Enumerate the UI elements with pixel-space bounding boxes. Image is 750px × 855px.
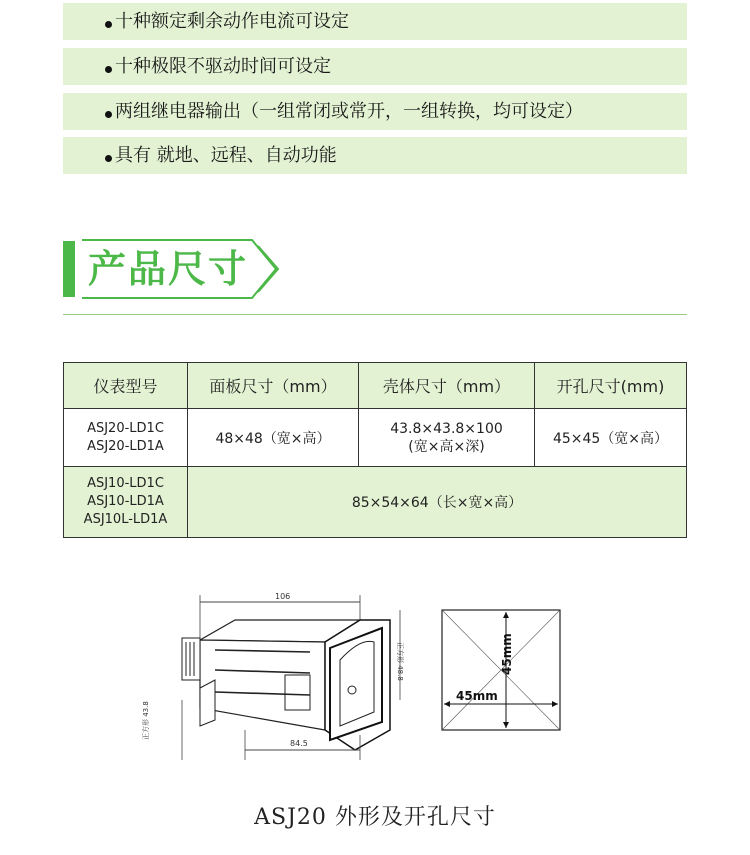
- panel-size-cell: 48×48（宽×高）: [188, 409, 359, 467]
- model-cell: [64, 467, 188, 538]
- table-header-cell: 壳体尺寸（mm）: [359, 363, 535, 409]
- outline-drawing: [142, 580, 580, 780]
- model-name: ASJ10-LD1A: [87, 494, 164, 509]
- cutout-horizontal-label: 45mm: [456, 689, 498, 703]
- table-header-cell: 仪表型号: [64, 363, 188, 409]
- feature-text: 十种极限不驱动时间可设定: [115, 56, 331, 77]
- model-name: ASJ20-LD1C: [87, 420, 164, 436]
- bullet-dot-icon: [105, 66, 112, 73]
- dimension-table: [63, 362, 687, 538]
- shell-size-unit: (宽×高×深): [408, 438, 485, 455]
- feature-item-2: [63, 48, 687, 85]
- table-row: [64, 409, 687, 467]
- feature-text: 两组继电器输出（一组常闭或常开，一组转换，均可设定）: [115, 101, 583, 122]
- length-bottom-label: 84.5: [290, 739, 308, 748]
- shell-size-value: 43.8×43.8×100: [390, 420, 503, 437]
- side-label-left: 正方形 43.8: [142, 701, 150, 740]
- model-cell: [64, 409, 188, 467]
- feature-item-3: [63, 93, 687, 130]
- section-title: 产品尺寸: [88, 247, 249, 291]
- overall-size-cell: 85×54×64（长×宽×高）: [188, 467, 687, 538]
- bullet-dot-icon: [105, 111, 112, 118]
- table-header-cell: 开孔尺寸(mm): [535, 363, 687, 409]
- model-name: ASJ20-LD1A: [87, 438, 164, 454]
- bullet-dot-icon: [105, 155, 112, 162]
- section-accent-bar: [63, 241, 75, 297]
- cutout-vertical-label: 45mm: [500, 633, 514, 675]
- side-label-right: 正方形 48.8: [396, 642, 404, 681]
- model-name: ASJ10-LD1C: [87, 476, 164, 491]
- length-top-label: 106: [275, 592, 291, 601]
- feature-text: 具有 就地、远程、自动功能: [115, 145, 337, 166]
- drawing-caption: ASJ20 外形及开孔尺寸: [254, 805, 496, 830]
- table-row: [64, 467, 687, 538]
- cutout-size-cell: 45×45（宽×高）: [535, 409, 687, 467]
- section-divider: [63, 314, 687, 315]
- bullet-dot-icon: [105, 21, 112, 28]
- feature-text: 十种额定剩余动作电流可设定: [115, 11, 349, 32]
- table-header-row: [64, 363, 687, 409]
- feature-item-1: [63, 3, 687, 40]
- feature-item-4: [63, 137, 687, 174]
- shell-size-cell: [359, 409, 535, 467]
- model-name: ASJ10L-LD1A: [83, 512, 168, 527]
- table-header-cell: 面板尺寸（mm）: [188, 363, 359, 409]
